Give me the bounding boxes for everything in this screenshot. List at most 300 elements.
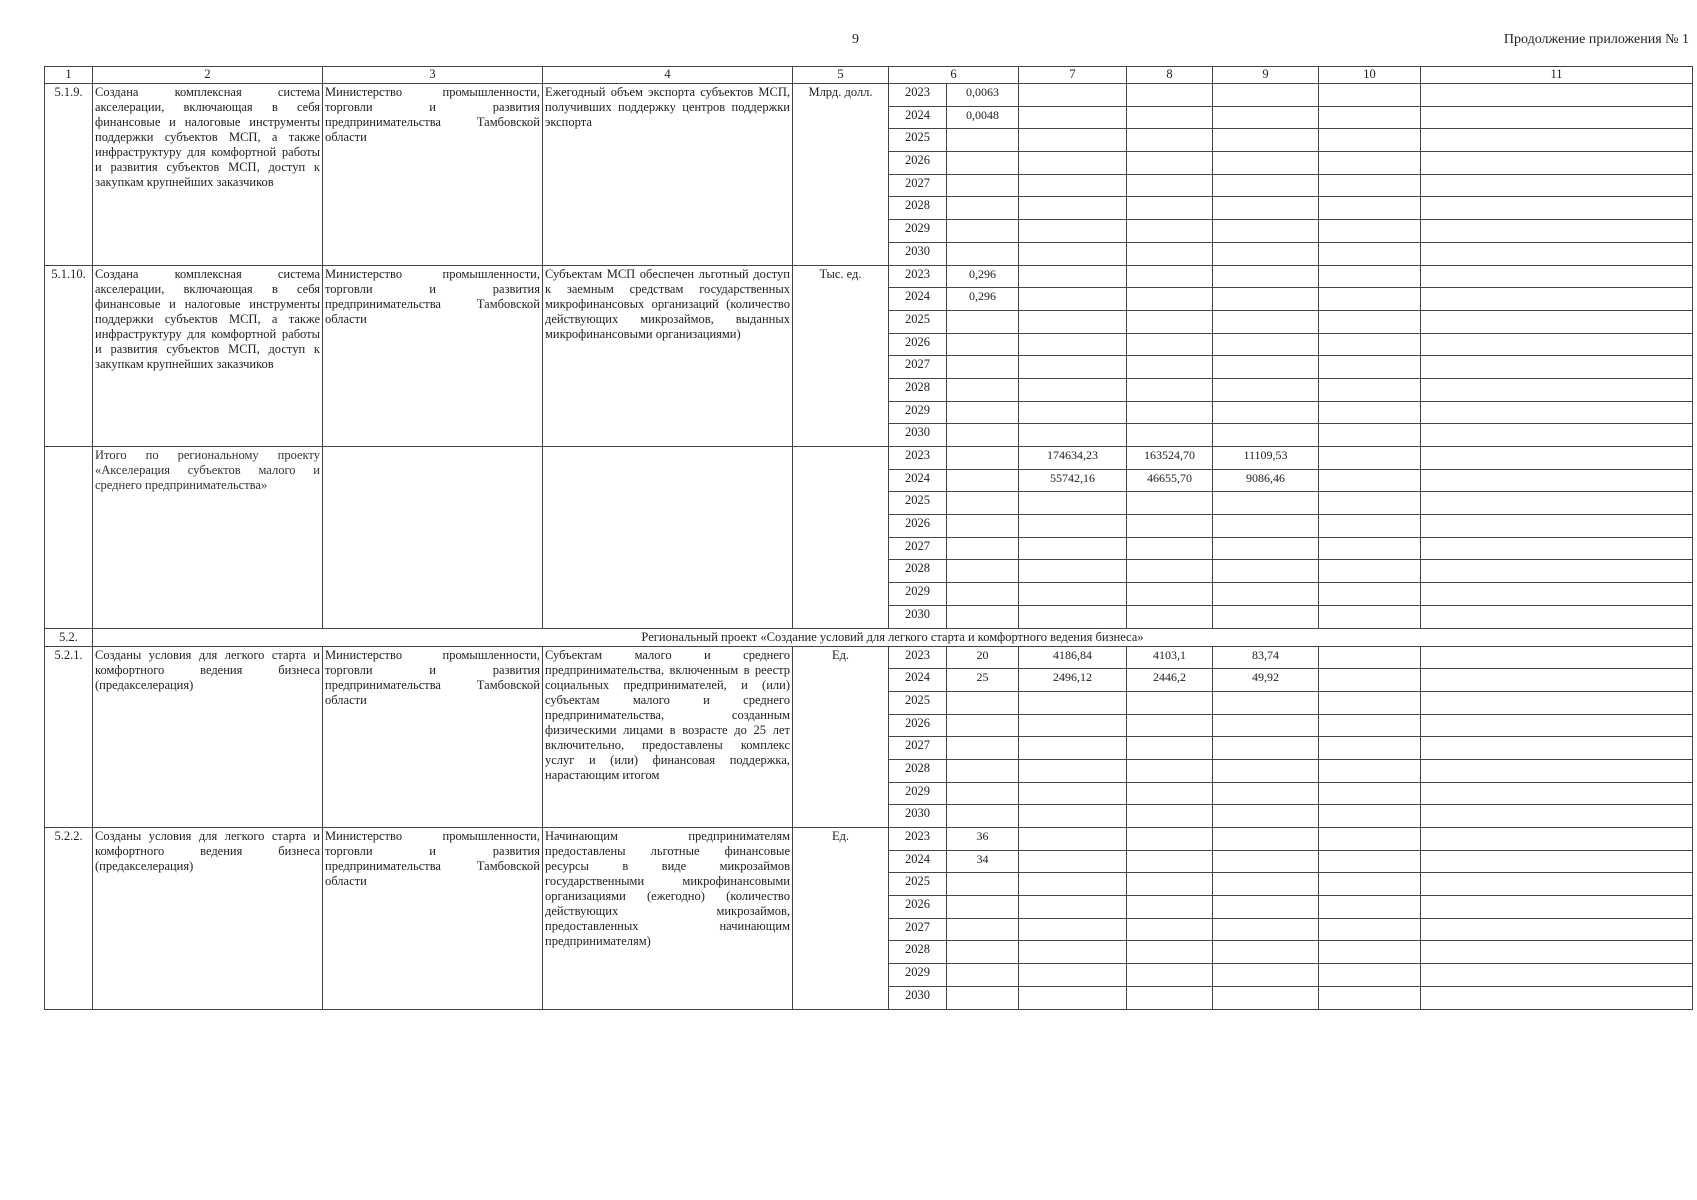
value-cell-c8 bbox=[1127, 378, 1213, 401]
value-cell-c10 bbox=[1319, 605, 1421, 628]
responsible-text bbox=[323, 447, 543, 629]
year-cell: 2023 bbox=[889, 447, 947, 470]
value-cell-c9 bbox=[1213, 691, 1319, 714]
value-cell-c8 bbox=[1127, 424, 1213, 447]
value-cell-c6 bbox=[947, 174, 1019, 197]
year-cell: 2026 bbox=[889, 515, 947, 538]
value-cell-c6: 20 bbox=[947, 646, 1019, 669]
unit-text: Ед. bbox=[793, 828, 889, 1010]
year-cell: 2024 bbox=[889, 850, 947, 873]
column-header-8: 8 bbox=[1127, 67, 1213, 84]
value-cell-c11 bbox=[1421, 714, 1693, 737]
year-cell: 2028 bbox=[889, 759, 947, 782]
value-cell-c10 bbox=[1319, 220, 1421, 243]
value-cell-c7 bbox=[1019, 310, 1127, 333]
value-cell-c9: 83,74 bbox=[1213, 646, 1319, 669]
value-cell-c7 bbox=[1019, 401, 1127, 424]
table-row bbox=[45, 265, 1693, 288]
indicator-text: Субъектам МСП обеспечен льготный доступ к заемным средствам государственных микрофинансовых организаций (количество действующих микрозаймов, выданных микрофинансовыми организациями) bbox=[543, 265, 793, 447]
value-cell-c8 bbox=[1127, 918, 1213, 941]
value-cell-c9: 9086,46 bbox=[1213, 469, 1319, 492]
value-cell-c7 bbox=[1019, 537, 1127, 560]
value-cell-c10 bbox=[1319, 242, 1421, 265]
value-cell-c6 bbox=[947, 401, 1019, 424]
value-cell-c10 bbox=[1319, 986, 1421, 1009]
appendix-table bbox=[44, 66, 1693, 1010]
value-cell-c9 bbox=[1213, 737, 1319, 760]
value-cell-c11 bbox=[1421, 356, 1693, 379]
value-cell-c10 bbox=[1319, 401, 1421, 424]
year-cell: 2028 bbox=[889, 560, 947, 583]
year-cell: 2030 bbox=[889, 424, 947, 447]
value-cell-c10 bbox=[1319, 873, 1421, 896]
value-cell-c9 bbox=[1213, 333, 1319, 356]
value-cell-c10 bbox=[1319, 537, 1421, 560]
value-cell-c7 bbox=[1019, 873, 1127, 896]
year-cell: 2024 bbox=[889, 106, 947, 129]
year-cell: 2024 bbox=[889, 288, 947, 311]
column-header-7: 7 bbox=[1019, 67, 1127, 84]
value-cell-c7 bbox=[1019, 84, 1127, 107]
year-cell: 2026 bbox=[889, 714, 947, 737]
value-cell-c11 bbox=[1421, 537, 1693, 560]
value-cell-c6 bbox=[947, 941, 1019, 964]
value-cell-c10 bbox=[1319, 560, 1421, 583]
value-cell-c10 bbox=[1319, 691, 1421, 714]
value-cell-c8 bbox=[1127, 691, 1213, 714]
year-cell: 2029 bbox=[889, 220, 947, 243]
table-row bbox=[45, 84, 1693, 107]
value-cell-c9 bbox=[1213, 782, 1319, 805]
column-header-5: 5 bbox=[793, 67, 889, 84]
value-cell-c10 bbox=[1319, 288, 1421, 311]
value-cell-c11 bbox=[1421, 669, 1693, 692]
value-cell-c11 bbox=[1421, 873, 1693, 896]
value-cell-c6 bbox=[947, 560, 1019, 583]
value-cell-c9 bbox=[1213, 129, 1319, 152]
value-cell-c9: 11109,53 bbox=[1213, 447, 1319, 470]
result-text: Создана комплексная система акселерации, включающая в себя финансовые и налоговые инструменты поддержки субъектов МСП, а также инфраструктуру для комфортной работы и развития субъектов МСП, доступ к закупкам крупнейших заказчиков bbox=[93, 265, 323, 447]
value-cell-c9 bbox=[1213, 873, 1319, 896]
value-cell-c6: 0,296 bbox=[947, 265, 1019, 288]
value-cell-c11 bbox=[1421, 941, 1693, 964]
value-cell-c6 bbox=[947, 691, 1019, 714]
year-cell: 2026 bbox=[889, 333, 947, 356]
value-cell-c6: 36 bbox=[947, 828, 1019, 851]
value-cell-c10 bbox=[1319, 447, 1421, 470]
value-cell-c8 bbox=[1127, 537, 1213, 560]
value-cell-c6 bbox=[947, 492, 1019, 515]
value-cell-c10 bbox=[1319, 469, 1421, 492]
year-cell: 2025 bbox=[889, 873, 947, 896]
value-cell-c11 bbox=[1421, 560, 1693, 583]
result-text: Создана комплексная система акселерации, включающая в себя финансовые и налоговые инструменты поддержки субъектов МСП, а также инфраструктуру для комфортной работы и развития субъектов МСП, доступ к закупкам крупнейших заказчиков bbox=[93, 84, 323, 266]
value-cell-c6 bbox=[947, 220, 1019, 243]
value-cell-c8 bbox=[1127, 310, 1213, 333]
table-row bbox=[45, 646, 1693, 669]
value-cell-c6 bbox=[947, 447, 1019, 470]
value-cell-c9 bbox=[1213, 759, 1319, 782]
value-cell-c6 bbox=[947, 964, 1019, 987]
value-cell-c7 bbox=[1019, 288, 1127, 311]
value-cell-c7 bbox=[1019, 242, 1127, 265]
value-cell-c8 bbox=[1127, 941, 1213, 964]
value-cell-c8 bbox=[1127, 560, 1213, 583]
value-cell-c6 bbox=[947, 356, 1019, 379]
value-cell-c10 bbox=[1319, 941, 1421, 964]
value-cell-c9 bbox=[1213, 242, 1319, 265]
page-number: 9 bbox=[852, 32, 859, 47]
row-number: 5.2.2. bbox=[45, 828, 93, 1010]
value-cell-c6: 25 bbox=[947, 669, 1019, 692]
value-cell-c7: 55742,16 bbox=[1019, 469, 1127, 492]
value-cell-c10 bbox=[1319, 310, 1421, 333]
value-cell-c8 bbox=[1127, 714, 1213, 737]
year-cell: 2027 bbox=[889, 356, 947, 379]
value-cell-c7: 2496,12 bbox=[1019, 669, 1127, 692]
table-row bbox=[45, 447, 1693, 470]
year-cell: 2027 bbox=[889, 537, 947, 560]
value-cell-c7 bbox=[1019, 424, 1127, 447]
value-cell-c11 bbox=[1421, 691, 1693, 714]
year-cell: 2025 bbox=[889, 691, 947, 714]
value-cell-c6 bbox=[947, 152, 1019, 175]
value-cell-c8 bbox=[1127, 492, 1213, 515]
value-cell-c6 bbox=[947, 424, 1019, 447]
value-cell-c6 bbox=[947, 197, 1019, 220]
value-cell-c7 bbox=[1019, 220, 1127, 243]
value-cell-c7 bbox=[1019, 782, 1127, 805]
value-cell-c11 bbox=[1421, 197, 1693, 220]
value-cell-c9 bbox=[1213, 941, 1319, 964]
value-cell-c9 bbox=[1213, 986, 1319, 1009]
value-cell-c11 bbox=[1421, 288, 1693, 311]
value-cell-c9 bbox=[1213, 106, 1319, 129]
column-header-1: 1 bbox=[45, 67, 93, 84]
column-header-2: 2 bbox=[93, 67, 323, 84]
value-cell-c11 bbox=[1421, 492, 1693, 515]
value-cell-c10 bbox=[1319, 805, 1421, 828]
value-cell-c8 bbox=[1127, 873, 1213, 896]
value-cell-c11 bbox=[1421, 737, 1693, 760]
value-cell-c7 bbox=[1019, 492, 1127, 515]
row-number: 5.2.1. bbox=[45, 646, 93, 828]
continuation-label: Продолжение приложения № 1 bbox=[1503, 32, 1689, 47]
value-cell-c7 bbox=[1019, 918, 1127, 941]
value-cell-c7 bbox=[1019, 805, 1127, 828]
value-cell-c6 bbox=[947, 896, 1019, 919]
value-cell-c11 bbox=[1421, 986, 1693, 1009]
value-cell-c9 bbox=[1213, 401, 1319, 424]
value-cell-c11 bbox=[1421, 106, 1693, 129]
value-cell-c8 bbox=[1127, 986, 1213, 1009]
unit-text: Тыс. ед. bbox=[793, 265, 889, 447]
value-cell-c11 bbox=[1421, 220, 1693, 243]
year-cell: 2026 bbox=[889, 896, 947, 919]
year-cell: 2028 bbox=[889, 941, 947, 964]
year-cell: 2023 bbox=[889, 84, 947, 107]
value-cell-c7: 174634,23 bbox=[1019, 447, 1127, 470]
value-cell-c7 bbox=[1019, 964, 1127, 987]
value-cell-c11 bbox=[1421, 469, 1693, 492]
value-cell-c6: 0,0048 bbox=[947, 106, 1019, 129]
value-cell-c7 bbox=[1019, 152, 1127, 175]
value-cell-c8 bbox=[1127, 152, 1213, 175]
responsible-text: Министерство промышленности, торговли и развития предпринимательства Тамбовской области bbox=[323, 84, 543, 266]
value-cell-c6 bbox=[947, 782, 1019, 805]
value-cell-c11 bbox=[1421, 782, 1693, 805]
table-row bbox=[45, 828, 1693, 851]
value-cell-c9 bbox=[1213, 964, 1319, 987]
value-cell-c6 bbox=[947, 605, 1019, 628]
year-cell: 2027 bbox=[889, 174, 947, 197]
value-cell-c9 bbox=[1213, 424, 1319, 447]
year-cell: 2028 bbox=[889, 197, 947, 220]
value-cell-c8 bbox=[1127, 106, 1213, 129]
value-cell-c8 bbox=[1127, 401, 1213, 424]
value-cell-c11 bbox=[1421, 964, 1693, 987]
value-cell-c11 bbox=[1421, 646, 1693, 669]
value-cell-c7 bbox=[1019, 129, 1127, 152]
responsible-text: Министерство промышленности, торговли и развития предпринимательства Тамбовской области bbox=[323, 265, 543, 447]
value-cell-c8 bbox=[1127, 333, 1213, 356]
value-cell-c9 bbox=[1213, 850, 1319, 873]
value-cell-c10 bbox=[1319, 356, 1421, 379]
value-cell-c7 bbox=[1019, 583, 1127, 606]
value-cell-c6 bbox=[947, 918, 1019, 941]
value-cell-c10 bbox=[1319, 492, 1421, 515]
indicator-text: Субъектам малого и среднего предпринимательства, включенным в реестр социальных предпринимателей, и (или) субъектам малого и среднего предпринимательства, созданным физическими лицами в возрасте до 25 лет включительно, предоставлены комплекс услуг и (или) финансовая поддержка, нарастающим итогом bbox=[543, 646, 793, 828]
value-cell-c8: 46655,70 bbox=[1127, 469, 1213, 492]
value-cell-c8 bbox=[1127, 265, 1213, 288]
value-cell-c11 bbox=[1421, 605, 1693, 628]
value-cell-c11 bbox=[1421, 333, 1693, 356]
value-cell-c7 bbox=[1019, 560, 1127, 583]
value-cell-c6 bbox=[947, 333, 1019, 356]
value-cell-c9 bbox=[1213, 492, 1319, 515]
value-cell-c8 bbox=[1127, 242, 1213, 265]
value-cell-c11 bbox=[1421, 152, 1693, 175]
value-cell-c7 bbox=[1019, 197, 1127, 220]
value-cell-c6 bbox=[947, 714, 1019, 737]
value-cell-c6 bbox=[947, 805, 1019, 828]
value-cell-c11 bbox=[1421, 918, 1693, 941]
value-cell-c7 bbox=[1019, 378, 1127, 401]
value-cell-c8 bbox=[1127, 288, 1213, 311]
value-cell-c11 bbox=[1421, 242, 1693, 265]
year-cell: 2023 bbox=[889, 646, 947, 669]
value-cell-c10 bbox=[1319, 84, 1421, 107]
value-cell-c8 bbox=[1127, 964, 1213, 987]
value-cell-c10 bbox=[1319, 515, 1421, 538]
value-cell-c7 bbox=[1019, 106, 1127, 129]
column-header-4: 4 bbox=[543, 67, 793, 84]
value-cell-c9 bbox=[1213, 265, 1319, 288]
unit-text: Ед. bbox=[793, 646, 889, 828]
value-cell-c7 bbox=[1019, 986, 1127, 1009]
row-number: 5.1.10. bbox=[45, 265, 93, 447]
value-cell-c7 bbox=[1019, 605, 1127, 628]
unit-text: Млрд. долл. bbox=[793, 84, 889, 266]
value-cell-c10 bbox=[1319, 714, 1421, 737]
value-cell-c7 bbox=[1019, 828, 1127, 851]
responsible-text: Министерство промышленности, торговли и развития предпринимательства Тамбовской области bbox=[323, 646, 543, 828]
value-cell-c11 bbox=[1421, 583, 1693, 606]
value-cell-c10 bbox=[1319, 918, 1421, 941]
indicator-text bbox=[543, 447, 793, 629]
value-cell-c7 bbox=[1019, 515, 1127, 538]
value-cell-c10 bbox=[1319, 106, 1421, 129]
value-cell-c6 bbox=[947, 469, 1019, 492]
year-cell: 2029 bbox=[889, 401, 947, 424]
year-cell: 2026 bbox=[889, 152, 947, 175]
year-cell: 2028 bbox=[889, 378, 947, 401]
value-cell-c8: 2446,2 bbox=[1127, 669, 1213, 692]
value-cell-c6 bbox=[947, 583, 1019, 606]
value-cell-c10 bbox=[1319, 333, 1421, 356]
value-cell-c8 bbox=[1127, 737, 1213, 760]
value-cell-c10 bbox=[1319, 896, 1421, 919]
value-cell-c10 bbox=[1319, 174, 1421, 197]
value-cell-c9: 49,92 bbox=[1213, 669, 1319, 692]
unit-text bbox=[793, 447, 889, 629]
value-cell-c8 bbox=[1127, 782, 1213, 805]
row-number: 5.1.9. bbox=[45, 84, 93, 266]
value-cell-c8: 163524,70 bbox=[1127, 447, 1213, 470]
responsible-text: Министерство промышленности, торговли и развития предпринимательства Тамбовской области bbox=[323, 828, 543, 1010]
value-cell-c9 bbox=[1213, 605, 1319, 628]
value-cell-c11 bbox=[1421, 84, 1693, 107]
value-cell-c8 bbox=[1127, 605, 1213, 628]
value-cell-c9 bbox=[1213, 714, 1319, 737]
value-cell-c9 bbox=[1213, 220, 1319, 243]
value-cell-c6: 0,0063 bbox=[947, 84, 1019, 107]
value-cell-c8 bbox=[1127, 174, 1213, 197]
value-cell-c11 bbox=[1421, 828, 1693, 851]
value-cell-c11 bbox=[1421, 759, 1693, 782]
value-cell-c7: 4186,84 bbox=[1019, 646, 1127, 669]
value-cell-c6 bbox=[947, 759, 1019, 782]
value-cell-c9 bbox=[1213, 84, 1319, 107]
value-cell-c6 bbox=[947, 378, 1019, 401]
value-cell-c7 bbox=[1019, 333, 1127, 356]
value-cell-c8 bbox=[1127, 129, 1213, 152]
value-cell-c7 bbox=[1019, 265, 1127, 288]
result-text: Созданы условия для легкого старта и комфортного ведения бизнеса (предакселерация) bbox=[93, 646, 323, 828]
value-cell-c8 bbox=[1127, 197, 1213, 220]
value-cell-c7 bbox=[1019, 759, 1127, 782]
value-cell-c6 bbox=[947, 515, 1019, 538]
value-cell-c7 bbox=[1019, 691, 1127, 714]
year-cell: 2027 bbox=[889, 918, 947, 941]
value-cell-c8 bbox=[1127, 84, 1213, 107]
value-cell-c9 bbox=[1213, 197, 1319, 220]
year-cell: 2030 bbox=[889, 805, 947, 828]
column-header-row bbox=[45, 67, 1693, 84]
value-cell-c9 bbox=[1213, 378, 1319, 401]
value-cell-c9 bbox=[1213, 152, 1319, 175]
value-cell-c8 bbox=[1127, 828, 1213, 851]
year-cell: 2029 bbox=[889, 782, 947, 805]
value-cell-c8 bbox=[1127, 356, 1213, 379]
value-cell-c10 bbox=[1319, 378, 1421, 401]
value-cell-c9 bbox=[1213, 310, 1319, 333]
value-cell-c10 bbox=[1319, 646, 1421, 669]
value-cell-c7 bbox=[1019, 896, 1127, 919]
value-cell-c7 bbox=[1019, 714, 1127, 737]
value-cell-c10 bbox=[1319, 759, 1421, 782]
value-cell-c8 bbox=[1127, 220, 1213, 243]
column-header-9: 9 bbox=[1213, 67, 1319, 84]
value-cell-c8 bbox=[1127, 805, 1213, 828]
value-cell-c10 bbox=[1319, 669, 1421, 692]
value-cell-c10 bbox=[1319, 850, 1421, 873]
value-cell-c10 bbox=[1319, 583, 1421, 606]
value-cell-c9 bbox=[1213, 560, 1319, 583]
value-cell-c11 bbox=[1421, 805, 1693, 828]
value-cell-c9 bbox=[1213, 828, 1319, 851]
value-cell-c10 bbox=[1319, 129, 1421, 152]
value-cell-c6: 0,296 bbox=[947, 288, 1019, 311]
value-cell-c11 bbox=[1421, 401, 1693, 424]
section-row bbox=[45, 628, 1693, 646]
year-cell: 2030 bbox=[889, 242, 947, 265]
value-cell-c11 bbox=[1421, 447, 1693, 470]
value-cell-c8 bbox=[1127, 583, 1213, 606]
value-cell-c6 bbox=[947, 986, 1019, 1009]
value-cell-c9 bbox=[1213, 537, 1319, 560]
value-cell-c6 bbox=[947, 242, 1019, 265]
value-cell-c9 bbox=[1213, 356, 1319, 379]
value-cell-c8 bbox=[1127, 850, 1213, 873]
value-cell-c11 bbox=[1421, 424, 1693, 447]
value-cell-c7 bbox=[1019, 850, 1127, 873]
indicator-text: Ежегодный объем экспорта субъектов МСП, получивших поддержку центров поддержки экспорта bbox=[543, 84, 793, 266]
value-cell-c10 bbox=[1319, 265, 1421, 288]
value-cell-c6 bbox=[947, 129, 1019, 152]
year-cell: 2023 bbox=[889, 265, 947, 288]
year-cell: 2025 bbox=[889, 310, 947, 333]
column-header-6: 6 bbox=[889, 67, 1019, 84]
value-cell-c10 bbox=[1319, 197, 1421, 220]
value-cell-c9 bbox=[1213, 583, 1319, 606]
value-cell-c7 bbox=[1019, 174, 1127, 197]
value-cell-c11 bbox=[1421, 515, 1693, 538]
value-cell-c6 bbox=[947, 310, 1019, 333]
year-cell: 2027 bbox=[889, 737, 947, 760]
value-cell-c11 bbox=[1421, 310, 1693, 333]
value-cell-c10 bbox=[1319, 782, 1421, 805]
value-cell-c7 bbox=[1019, 356, 1127, 379]
value-cell-c11 bbox=[1421, 378, 1693, 401]
column-header-11: 11 bbox=[1421, 67, 1693, 84]
year-cell: 2023 bbox=[889, 828, 947, 851]
value-cell-c10 bbox=[1319, 152, 1421, 175]
value-cell-c8 bbox=[1127, 759, 1213, 782]
year-cell: 2024 bbox=[889, 469, 947, 492]
value-cell-c9 bbox=[1213, 515, 1319, 538]
year-cell: 2029 bbox=[889, 964, 947, 987]
value-cell-c11 bbox=[1421, 129, 1693, 152]
row-number bbox=[45, 447, 93, 629]
year-cell: 2025 bbox=[889, 129, 947, 152]
value-cell-c10 bbox=[1319, 964, 1421, 987]
value-cell-c11 bbox=[1421, 850, 1693, 873]
value-cell-c11 bbox=[1421, 896, 1693, 919]
value-cell-c7 bbox=[1019, 737, 1127, 760]
value-cell-c7 bbox=[1019, 941, 1127, 964]
result-text: Итого по региональному проекту «Акселерация субъектов малого и среднего предпринимательства» bbox=[93, 447, 323, 629]
